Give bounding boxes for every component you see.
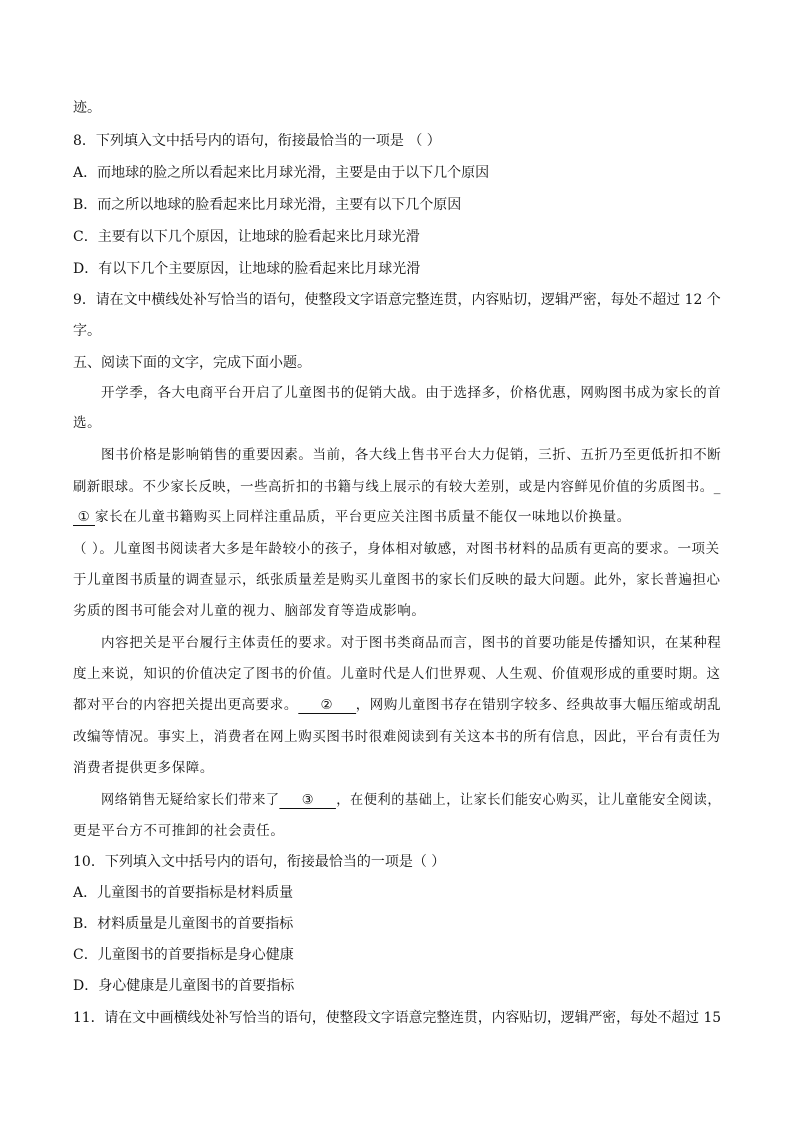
p4-line1: 内容把关是平台履行主体责任的要求。对于图书类商品而言，图书的首要功能是传播知识，在某种程: [101, 635, 722, 651]
p5-line1-post: ，在便利的基础上，让家长们能安心购买，让儿童能安全阅读，: [336, 792, 722, 808]
q9-line2: 字。: [73, 323, 101, 339]
p2-line2-underscore: _: [713, 479, 721, 495]
q10-stem: 10．下列填入文中括号内的语句，衔接最恰当的一项是（ ）: [73, 854, 446, 870]
p4-line5: 消费者提供更多保障。: [73, 760, 214, 776]
blank-3: ③: [280, 792, 337, 809]
p5-line1-pre: 网络销售无疑给家长们带来了: [101, 792, 280, 808]
q8-stem: 8．下列填入文中括号内的语句，衔接最恰当的一项是 （ ）: [73, 133, 441, 149]
p1-line2: 选。: [73, 415, 102, 431]
p2-line1: 图书价格是影响销售的重要因素。当前，各大线上售书平台大力促销，三折、五折乃至更低折扣不断: [101, 447, 722, 463]
p5-line2: 更是平台方不可推卸的社会责任。: [73, 823, 285, 839]
p2-line3-text: 家长在儿童书籍购买上同样注重品质，平台更应关注图书质量不能仅一味地以价换量。: [95, 509, 631, 525]
p1-line1: 开学季，各大电商平台开启了儿童图书的促销大战。由于选择多，价格优惠，网购图书成为家长的首: [101, 385, 722, 401]
p4-line2: 度上来说，知识的价值决定了图书的价值。儿童时代是人们世界观、人生观、价值观形成的重要时期。这: [73, 666, 721, 682]
q10-option-c: C．儿童图书的首要指标是身心健康: [73, 947, 294, 963]
p3-line1: （ ）。儿童图书阅读者大多是年龄较小的孩子，身体相对敏感，对图书材料的品质有更高的要求。一项关: [73, 541, 720, 557]
p4-line3-pre: 都对平台的内容把关提出更高要求。: [73, 697, 298, 713]
p3-line3: 劣质的图书可能会对儿童的视力、脑部发育等造成影响。: [73, 603, 426, 619]
p2-line2: [73, 478, 721, 496]
p5-line1: [101, 791, 721, 809]
blank-2: ②: [298, 697, 356, 714]
q8-option-a: A．而地球的脸之所以看起来比月球光滑，主要是由于以下几个原因: [73, 165, 490, 181]
p2-line2-text: 刷新眼球。不少家长反映，一些高折扣的书籍与线上展示的有较大差别，或是内容鲜见价值的劣质图书。: [73, 479, 714, 495]
q8-option-b: B．而之所以地球的脸看起来比月球光滑，主要有以下几个原因: [73, 197, 462, 213]
p4-line4: 改编等情况。事实上，消费者在网上购买图书时很难阅读到有关这本书的所有信息，因此，平台有责任为: [73, 729, 721, 745]
p3-line2: 于儿童图书质量的调查显示，纸张质量差是购买儿童图书的家长们反映的最大问题。此外，家长普遍担心: [73, 572, 721, 588]
p4-line3: [73, 696, 721, 714]
q10-option-b: B．材料质量是儿童图书的首要指标: [73, 916, 294, 932]
p4-line3-post: ，网购儿童图书存在错别字较多、经典故事大幅压缩或胡乱: [355, 697, 722, 713]
section5-heading: 五、阅读下面的文字，完成下面小题。: [73, 355, 311, 371]
q9-line1: 9．请在文中横线处补写恰当的语句，使整段文字语意完整连贯，内容贴切，逻辑严密，每处不超过 12 个: [73, 292, 721, 308]
p2-line3: [73, 508, 631, 526]
q7-tail: 迹。: [73, 100, 101, 116]
q11-line1: 11．请在文中画横线处补写恰当的语句，使整段文字语意完整连贯，内容贴切，逻辑严密，每处不超过 15: [73, 1010, 722, 1026]
q8-option-c: C．主要有以下几个原因，让地球的脸看起来比月球光滑: [73, 229, 420, 245]
q10-option-a: A．儿童图书的首要指标是材料质量: [73, 885, 294, 901]
q10-option-d: D．身心健康是儿童图书的首要指标: [73, 978, 295, 994]
blank-1: ①: [73, 509, 95, 526]
q8-option-d: D．有以下几个主要原因，让地球的脸看起来比月球光滑: [73, 261, 421, 277]
